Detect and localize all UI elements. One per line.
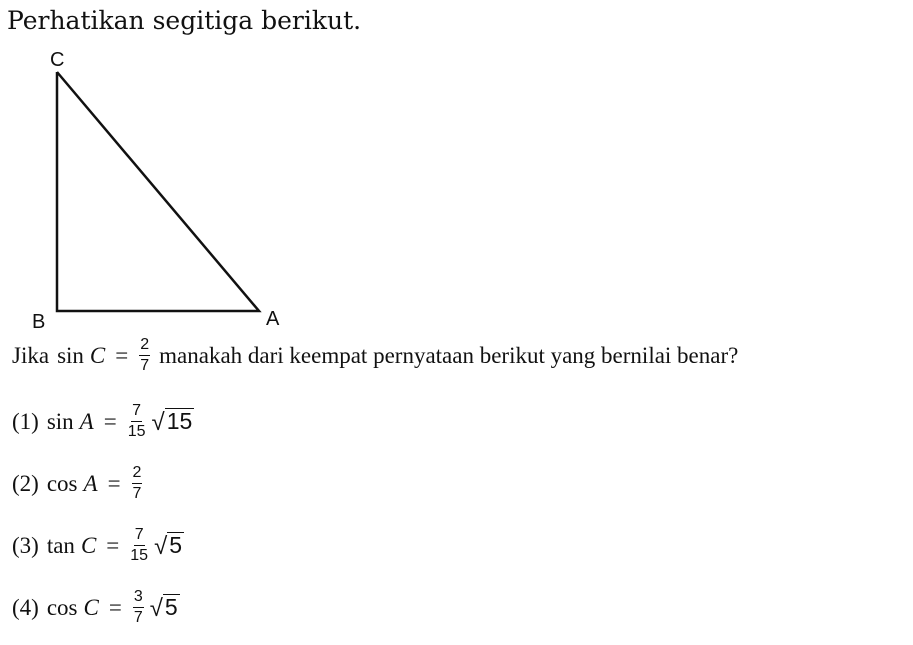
question-fraction [139,337,150,374]
question-line [12,337,738,374]
statement-eq: = [107,470,121,496]
fraction-denominator: 7 [140,357,150,374]
fraction-denominator: 15 [130,547,149,564]
statement-3 [12,527,184,564]
statement-label: (1) [12,408,39,434]
statement-2 [12,465,145,502]
question-prefix: Jika [12,342,50,368]
statement-fn: cos [46,470,78,496]
statement-eq: = [106,532,120,558]
intro-text: Perhatikan segitiga berikut. [7,6,362,35]
statement-label: (2) [12,470,39,496]
vertex-label-a: A [266,308,280,330]
statement-4 [12,589,180,626]
statement-fn: sin [46,408,74,434]
fraction-numerator: 3 [133,589,144,608]
square-root [154,532,184,558]
radicand: 15 [166,408,193,435]
fraction-numerator: 2 [132,465,143,484]
radical-sign: √ [151,408,165,436]
fraction-numerator: 2 [139,337,150,356]
statement-fn: cos [46,594,78,620]
question-eq: = [115,342,129,368]
radicand: 5 [169,532,183,559]
statement-fraction [130,527,148,564]
statement-var: A [83,470,98,496]
fraction-denominator: 7 [132,485,142,502]
statement-eq: = [103,408,117,434]
statement-label: (4) [12,594,39,620]
radical-sign: √ [154,532,168,560]
question-var: C [89,342,106,368]
statement-1 [12,403,194,440]
statement-var: A [79,408,94,434]
statement-var: C [83,594,99,620]
fraction-numerator: 7 [131,403,142,422]
square-root [152,408,195,434]
radical-sign: √ [149,594,163,622]
triangle-outline [57,72,259,311]
fraction-denominator: 15 [127,423,146,440]
statement-eq: = [108,594,122,620]
vertex-label-c: C [50,49,65,71]
question-fn: sin [57,342,84,368]
statement-fn: tan [46,532,75,558]
statement-label: (3) [12,532,39,558]
statement-fraction [128,403,146,440]
vertex-label-b: B [32,311,46,333]
question-rest: manakah dari keempat pernyataan berikut yang bernilai benar? [159,342,739,368]
fraction-denominator: 7 [133,609,143,626]
radicand: 5 [164,594,178,621]
statement-fraction [132,465,143,502]
statement-fraction [133,589,144,626]
statement-var: C [80,532,97,558]
fraction-numerator: 7 [134,527,145,546]
square-root [150,594,180,620]
